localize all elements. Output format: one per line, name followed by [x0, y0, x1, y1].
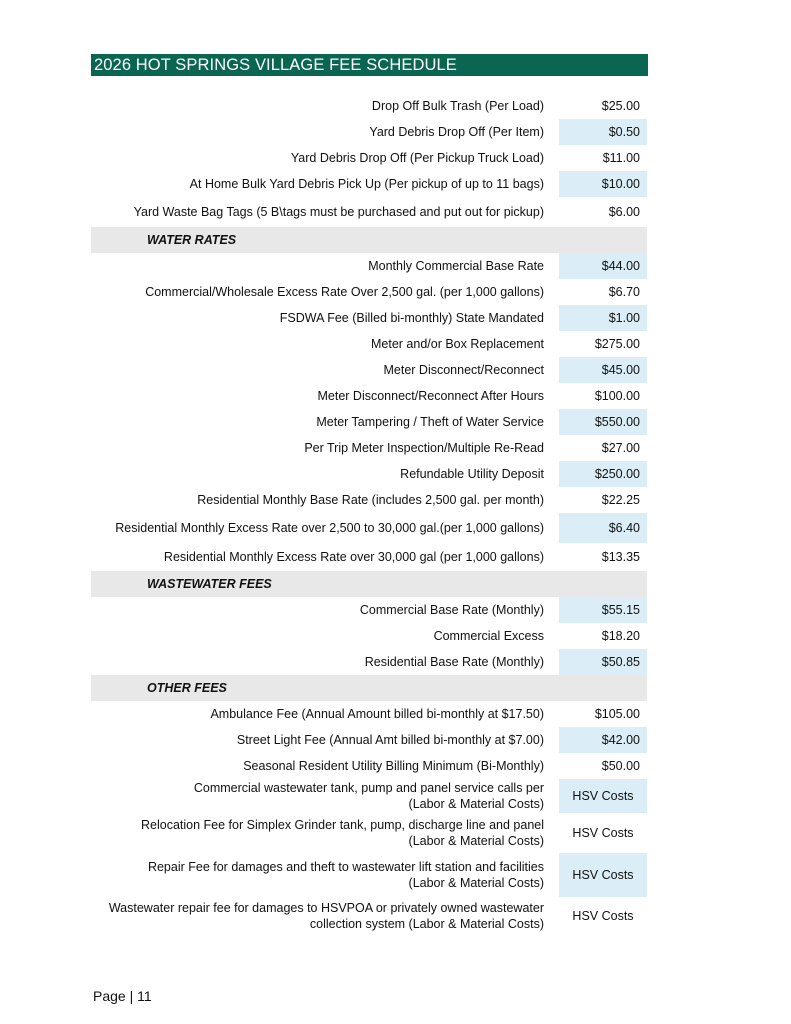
- fee-amount: $22.25: [601, 493, 640, 507]
- fee-description: [91, 779, 552, 813]
- fee-description-line: Street Light Fee (Annual Amt billed bi-monthly at $7.00): [236, 733, 544, 747]
- fee-amount: $13.35: [601, 550, 640, 564]
- fee-row: [91, 409, 647, 435]
- fee-row: [91, 623, 647, 649]
- fee-row: [91, 597, 647, 623]
- fee-amount: $6.00: [608, 205, 640, 219]
- fee-description-line: Refundable Utility Deposit: [400, 467, 544, 481]
- fee-description-line: (Labor & Material Costs): [408, 876, 544, 890]
- fee-description-line: Per Trip Meter Inspection/Multiple Re-Read: [304, 441, 544, 455]
- fee-description-line: Meter and/or Box Replacement: [370, 337, 544, 351]
- fee-row: [91, 171, 647, 197]
- fee-description-line: Relocation Fee for Simplex Grinder tank, pump, discharge line and panel: [141, 818, 544, 832]
- fee-amount: HSV Costs: [559, 853, 647, 897]
- fee-description-line: Seasonal Resident Utility Billing Minimum (Bi-Monthly): [243, 759, 544, 773]
- fee-description-line: Drop Off Bulk Trash (Per Load): [371, 99, 544, 113]
- fee-amount: $50.85: [559, 649, 647, 675]
- fee-description: [91, 461, 552, 487]
- fee-row: [91, 253, 647, 279]
- fee-description-line: collection system (Labor & Material Costs): [309, 917, 544, 931]
- fee-row: [91, 779, 647, 813]
- fee-description-line: Repair Fee for damages and theft to wastewater lift station and facilities: [147, 860, 544, 874]
- fee-description-line: Commercial/Wholesale Excess Rate Over 2,500 gal. (per 1,000 gallons): [145, 285, 544, 299]
- fee-amount: $55.15: [559, 597, 647, 623]
- fee-description-line: Commercial wastewater tank, pump and panel service calls per: [193, 781, 544, 795]
- fee-description: [91, 93, 552, 119]
- fee-description-line: Commercial Excess: [433, 629, 544, 643]
- page-number: Page | 11: [93, 988, 152, 1004]
- fee-description-line: Ambulance Fee (Annual Amount billed bi-monthly at $17.50): [210, 707, 544, 721]
- fee-description-line: Yard Debris Drop Off (Per Item): [369, 125, 544, 139]
- section-header: WATER RATES: [91, 227, 647, 253]
- fee-row: [91, 487, 647, 513]
- fee-description-line: Residential Monthly Excess Rate over 30,000 gal (per 1,000 gallons): [163, 550, 544, 564]
- fee-amount: $250.00: [559, 461, 647, 487]
- fee-row: [91, 543, 647, 571]
- fee-description: [91, 357, 552, 383]
- fee-amount: $6.70: [608, 285, 640, 299]
- fee-description-line: Residential Monthly Excess Rate over 2,500 to 30,000 gal.(per 1,000 gallons): [115, 521, 544, 535]
- fee-row: [91, 331, 647, 357]
- fee-row: [91, 649, 647, 675]
- fee-description: [91, 649, 552, 675]
- fee-description: [91, 853, 552, 897]
- fee-description: [91, 513, 552, 543]
- fee-amount: $25.00: [601, 99, 640, 113]
- fee-description-line: Commercial Base Rate (Monthly): [359, 603, 544, 617]
- fee-description-line: Yard Waste Bag Tags (5 B\tags must be purchased and put out for pickup): [133, 205, 544, 219]
- fee-description: [91, 543, 552, 571]
- fee-row: [91, 435, 647, 461]
- fee-row: [91, 305, 647, 331]
- fee-description: [91, 701, 552, 727]
- fee-description: [91, 435, 552, 461]
- fee-amount: $550.00: [559, 409, 647, 435]
- fee-row: [91, 197, 647, 227]
- fee-description: [91, 197, 552, 227]
- fee-description-line: Meter Disconnect/Reconnect: [383, 363, 544, 377]
- fee-row: [91, 727, 647, 753]
- fee-description-line: At Home Bulk Yard Debris Pick Up (Per pickup of up to 11 bags): [189, 177, 544, 191]
- fee-description: [91, 487, 552, 513]
- fee-amount: $42.00: [559, 727, 647, 753]
- fee-description-line: Monthly Commercial Base Rate: [368, 259, 544, 273]
- fee-description: [91, 753, 552, 779]
- section-header: WASTEWATER FEES: [91, 571, 647, 597]
- fee-description: [91, 727, 552, 753]
- fee-amount: $6.40: [559, 513, 647, 543]
- fee-amount: HSV Costs: [559, 779, 647, 813]
- fee-description: [91, 897, 552, 935]
- fee-description-line: Residential Base Rate (Monthly): [364, 655, 544, 669]
- page-title: 2026 HOT SPRINGS VILLAGE FEE SCHEDULE: [91, 54, 648, 76]
- fee-amount: $100.00: [594, 389, 640, 403]
- fee-description: [91, 279, 552, 305]
- fee-description-line: (Labor & Material Costs): [408, 834, 544, 848]
- fee-description: [91, 813, 552, 853]
- fee-amount: $44.00: [559, 253, 647, 279]
- fee-row: [91, 813, 647, 853]
- fee-description: [91, 409, 552, 435]
- fee-amount: $11.00: [602, 151, 640, 165]
- fee-row: [91, 897, 647, 935]
- fee-amount: $18.20: [601, 629, 640, 643]
- fee-description-line: Residential Monthly Base Rate (includes 2,500 gal. per month): [197, 493, 544, 507]
- fee-row: [91, 461, 647, 487]
- fee-amount: HSV Costs: [572, 826, 634, 840]
- fee-amount: $105.00: [594, 707, 640, 721]
- fee-amount: $275.00: [594, 337, 640, 351]
- fee-amount: $10.00: [559, 171, 647, 197]
- fee-description-line: Meter Disconnect/Reconnect After Hours: [317, 389, 544, 403]
- fee-description: [91, 119, 552, 145]
- section-header: OTHER FEES: [91, 675, 647, 701]
- fee-row: [91, 753, 647, 779]
- fee-amount: $1.00: [559, 305, 647, 331]
- fee-row: [91, 513, 647, 543]
- fee-description: [91, 145, 552, 171]
- fee-description-line: FSDWA Fee (Billed bi-monthly) State Mandated: [279, 311, 544, 325]
- fee-description: [91, 305, 552, 331]
- fee-amount: $50.00: [601, 759, 640, 773]
- fee-row: [91, 853, 647, 897]
- fee-description-line: (Labor & Material Costs): [408, 797, 544, 811]
- fee-amount: $45.00: [559, 357, 647, 383]
- fee-row: [91, 119, 647, 145]
- fee-schedule-table: [91, 93, 647, 935]
- fee-description-line: Meter Tampering / Theft of Water Service: [316, 415, 544, 429]
- fee-description: [91, 383, 552, 409]
- fee-row: [91, 279, 647, 305]
- fee-description: [91, 171, 552, 197]
- fee-row: [91, 383, 647, 409]
- fee-description: [91, 597, 552, 623]
- fee-row: [91, 93, 647, 119]
- fee-description-line: Wastewater repair fee for damages to HSVPOA or privately owned wastewater: [108, 901, 544, 915]
- fee-description: [91, 623, 552, 649]
- fee-row: [91, 145, 647, 171]
- fee-amount: HSV Costs: [572, 909, 634, 923]
- fee-description-line: Yard Debris Drop Off (Per Pickup Truck Load): [290, 151, 544, 165]
- fee-row: [91, 701, 647, 727]
- fee-description: [91, 253, 552, 279]
- fee-row: [91, 357, 647, 383]
- fee-amount: $0.50: [559, 119, 647, 145]
- fee-amount: $27.00: [601, 441, 640, 455]
- fee-description: [91, 331, 552, 357]
